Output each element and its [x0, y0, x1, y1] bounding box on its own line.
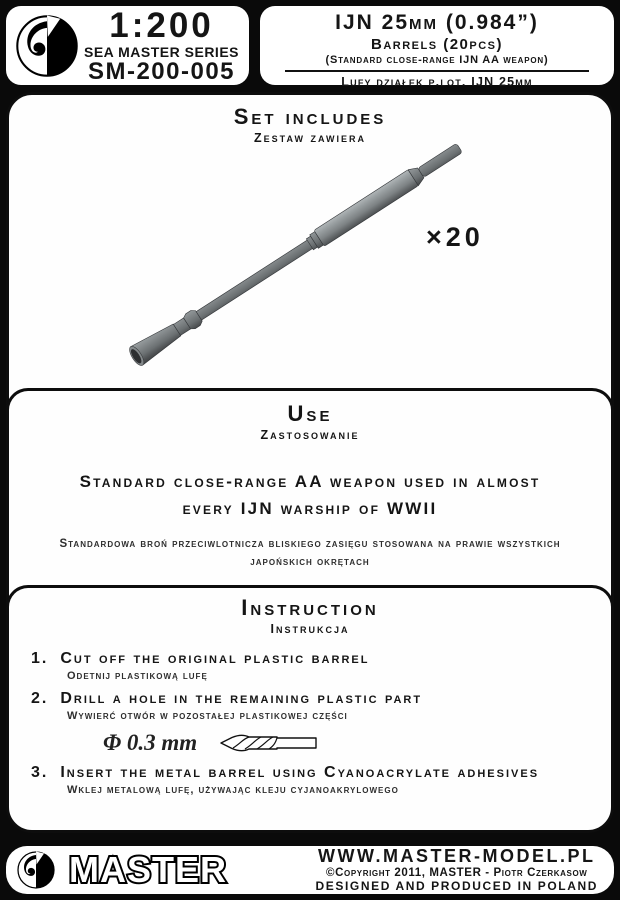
quantity-label: ×20 — [426, 222, 484, 252]
footer-brand: MASTER — [69, 849, 227, 890]
step-line-en — [31, 650, 591, 668]
step-number: 1. — [31, 650, 49, 667]
step-text-en: Cut off the original plastic barrel — [60, 650, 370, 667]
brand-text — [80, 5, 243, 85]
origin-text: DESIGNED AND PRODUCED IN POLAND — [315, 879, 598, 894]
barrel-render-icon — [20, 138, 600, 374]
instruction-heading-pl: Instrukcja — [270, 622, 350, 636]
set-includes-heading: Set includes — [233, 104, 387, 129]
use-body-pl: Standardowa broń przeciwlotnicza bliskiego zasięgu stosowana na prawie wszystkich japońskich okrętach — [59, 538, 561, 568]
use-heading: Use — [287, 401, 333, 426]
footer — [6, 846, 614, 894]
brand-panel — [6, 6, 249, 85]
step-item — [31, 764, 591, 796]
product-title-panel — [260, 6, 614, 89]
step-text-pl: Wklej metalową lufę, używając kleju cyjanoakrylowego — [67, 784, 399, 796]
diameter-label: Φ 0.3 mm — [103, 730, 198, 755]
barrel-illustration — [20, 138, 600, 374]
section-set-includes — [9, 95, 611, 388]
product-title: IJN 25mm (0.984”) — [335, 11, 539, 34]
step-text-pl: Odetnij plastikową lufę — [67, 670, 208, 682]
title-divider — [285, 70, 589, 72]
step-line-en — [31, 764, 591, 782]
product-note: (Standard close-range IJN AA weapon) — [325, 54, 549, 66]
footer-brand-wordmark — [56, 849, 241, 891]
section-use — [9, 388, 611, 585]
scale-label: 1:200 — [109, 5, 214, 45]
product-title-pl: Lufy działek p.lot. IJN 25mm — [341, 75, 533, 89]
product-code: SM-200-005 — [87, 57, 236, 85]
use-body-en: Standard close-range AA weapon used in almost every IJN warship of WWII — [79, 472, 541, 519]
footer-info — [315, 846, 602, 894]
instruction-heading: Instruction — [241, 595, 379, 620]
step-text-pl: Wywierć otwór w pozostałej plastikowej części — [67, 710, 348, 722]
step-text-en: Insert the metal barrel using Cyanoacrylate adhesives — [60, 764, 540, 781]
series-label: SEA MASTER SERIES — [83, 43, 239, 60]
drill-bit-icon — [219, 733, 319, 753]
header — [6, 5, 614, 89]
section-instruction — [9, 585, 611, 830]
copyright-text: ©Copyright 2011, MASTER - Piotr Czerkasow — [326, 866, 588, 879]
drill-diagram-row — [103, 730, 591, 756]
master-logo-icon — [14, 13, 80, 79]
use-heading-pl: Zastosowanie — [260, 428, 360, 442]
instruction-steps — [9, 636, 611, 796]
step-item — [31, 690, 591, 722]
website-url: WWW.MASTER-MODEL.PL — [318, 846, 596, 867]
step-line-en — [31, 690, 591, 708]
step-number: 2. — [31, 690, 49, 707]
product-subtitle: Barrels (20pcs) — [370, 36, 504, 53]
step-text-en: Drill a hole in the remaining plastic part — [60, 690, 423, 707]
main-panel — [6, 92, 614, 833]
set-includes-heading-pl: Zestaw zawiera — [254, 131, 366, 145]
step-item — [31, 650, 591, 682]
step-number: 3. — [31, 764, 49, 781]
master-logo-icon — [16, 850, 56, 890]
